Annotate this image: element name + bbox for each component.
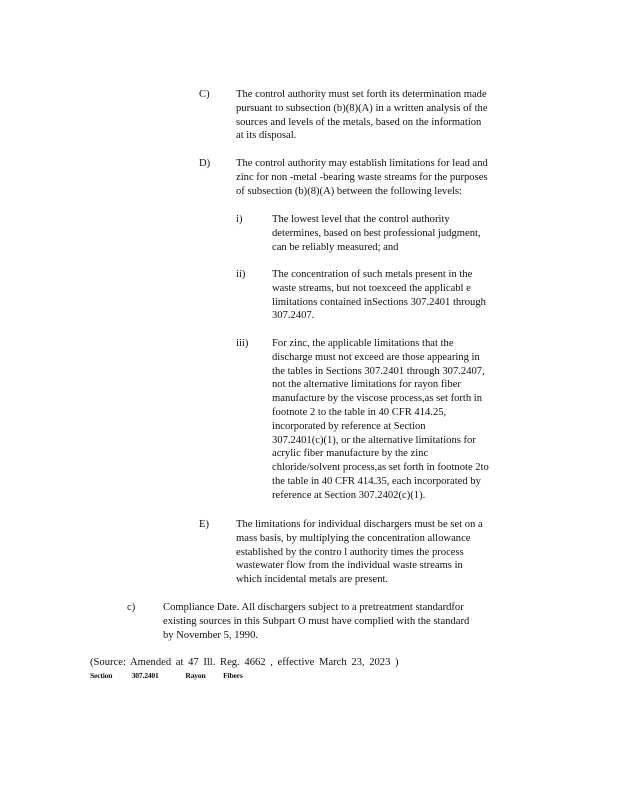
text-line: footnote 2 to the table in 40 CFR 414.25, xyxy=(272,406,447,418)
section-heading-number: Section xyxy=(90,671,113,680)
text-line: waste streams, but not toexceed the applicabl e xyxy=(272,282,471,294)
item-text-i xyxy=(272,213,481,254)
text-line: The control authority may establish limitations for lead and xyxy=(236,158,488,169)
item-text-iii xyxy=(272,337,489,503)
text-line: mass basis, by multiplying the concentration allowance xyxy=(236,532,471,544)
text-line: determines, based on best professional judgment, xyxy=(272,227,481,239)
text-line: the table in 40 CFR 414.35, each incorporated by xyxy=(272,475,481,487)
text-line: For zinc, the applicable limitations that the xyxy=(272,338,454,349)
text-line: wastewater flow from the individual waste streams in xyxy=(236,560,463,572)
item-label-i: i) xyxy=(236,214,243,225)
text-line: reference at Section 307.2402(c)(1). xyxy=(272,489,426,501)
text-line: Compliance Date. All dischargers subject to a pretreatment standardfor xyxy=(163,602,464,613)
text-line: acrylic fiber manufacture by the zinc xyxy=(272,448,429,460)
text-line: The control authority must set forth its determination made xyxy=(236,89,487,100)
item-label-ii: ii) xyxy=(236,269,246,280)
section-heading xyxy=(90,671,243,681)
item-label-d: D) xyxy=(199,158,211,169)
item-label-c-lower: c) xyxy=(127,602,136,613)
text-line: The lowest level that the control authority xyxy=(272,214,450,225)
text-line: the tables in Sections 307.2401 through 307.2407, xyxy=(272,365,485,377)
item-label-iii: iii) xyxy=(236,338,249,349)
item-text-c-lower xyxy=(163,601,469,642)
item-text-ii xyxy=(272,268,486,323)
text-line: which incidental metals are present. xyxy=(236,574,389,586)
text-line: The concentration of such metals present in the xyxy=(272,269,473,280)
text-line: The limitations for individual dischargers must be set on a xyxy=(236,519,483,530)
item-text-c-upper xyxy=(236,88,488,143)
source-note: (Source: Amended at 47 Ill. Reg. 4662 , effective March 23, 2023 ) xyxy=(90,657,399,668)
item-label-c-upper: C) xyxy=(199,89,210,100)
item-label-e: E) xyxy=(199,519,209,530)
section-heading-title-2: Fibers xyxy=(223,671,243,680)
text-line: 307.2407. xyxy=(272,310,315,322)
text-line: chloride/solvent process,as set forth in footnote 2to xyxy=(272,462,489,474)
text-line: of subsection (b)(8)(A) between the following levels: xyxy=(236,185,462,197)
item-text-d xyxy=(236,157,488,198)
text-line: at its disposal. xyxy=(236,130,297,142)
text-line: sources and levels of the metals, based on the information xyxy=(236,116,482,128)
text-line: established by the contro l authority times the process xyxy=(236,546,464,558)
text-line: existing sources in this Subpart O must have complied with the standard xyxy=(163,615,470,627)
text-line: discharge must not exceed are those appearing in xyxy=(272,351,480,363)
text-line: zinc for non -metal -bearing waste streams for the purposes xyxy=(236,171,488,183)
text-line: limitations contained inSections 307.2401 through xyxy=(272,296,486,308)
text-line: pursuant to subsection (b)(8)(A) in a written analysis of the xyxy=(236,102,488,114)
text-line: can be reliably measured; and xyxy=(272,241,399,253)
section-heading-code: 307.2401 xyxy=(131,671,159,680)
section-heading-title-1: Rayon xyxy=(185,671,206,680)
text-line: manufacture by the viscose process,as set forth in xyxy=(272,393,483,405)
text-line: by November 5, 1990. xyxy=(163,629,259,641)
text-line: not the alternative limitations for rayon fiber xyxy=(272,379,461,391)
text-line: incorporated by reference at Section xyxy=(272,420,426,432)
text-line: 307.2401(c)(1), or the alternative limitations for xyxy=(272,434,476,446)
item-text-e xyxy=(236,518,483,587)
